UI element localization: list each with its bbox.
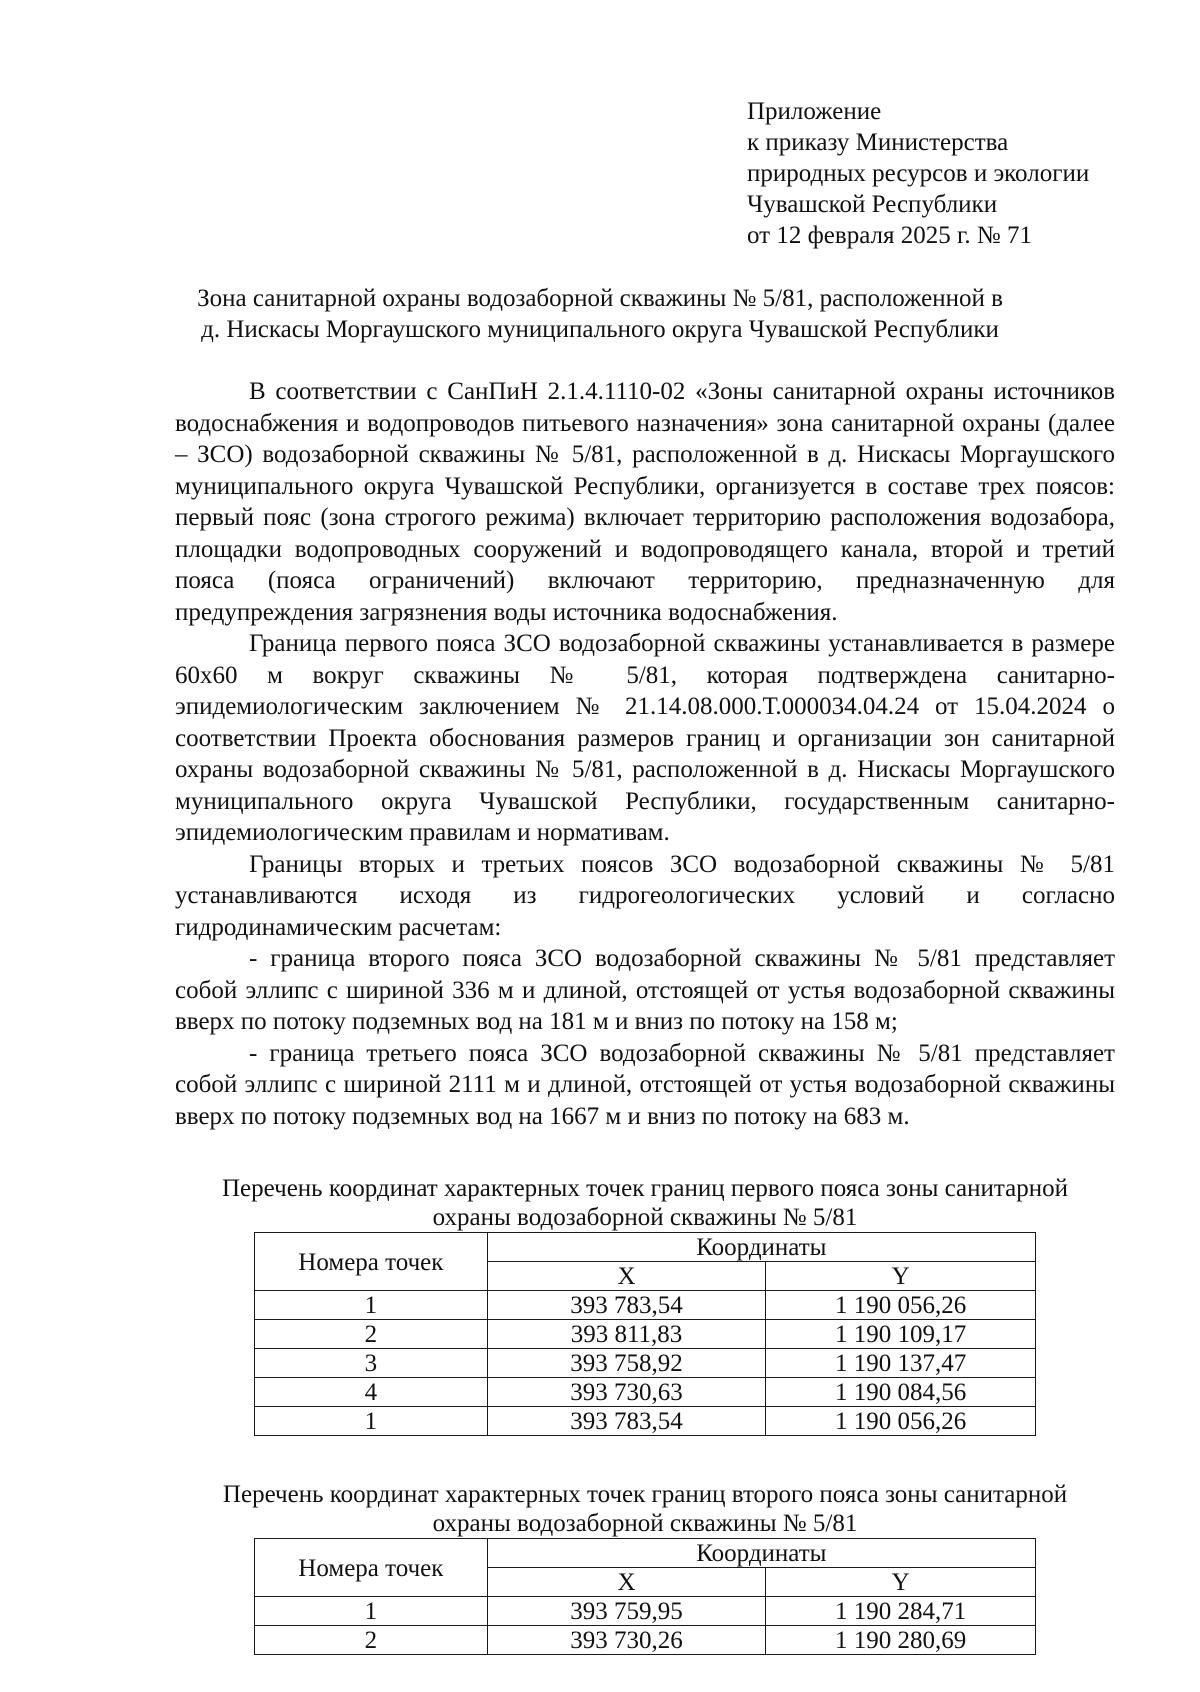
- coord-y: 1 190 056,26: [766, 1407, 1036, 1436]
- coord-x: 393 758,92: [487, 1349, 766, 1378]
- table-caption: [175, 1480, 1115, 1538]
- header-x: X: [487, 1262, 766, 1291]
- title-line: д. Нискасы Моргаушского муниципального округа Чувашской Республики: [201, 316, 999, 343]
- appendix-block: [747, 96, 1089, 251]
- point-number: 3: [255, 1349, 488, 1378]
- header-y: Y: [766, 1262, 1036, 1291]
- table-header-row: [255, 1539, 1036, 1568]
- paragraph: - граница второго пояса ЗСО водозаборной скважины № 5/81 представляет собой эллипс с шириной 336 м и длиной, отстоящей от устья водозаборной скважины вверх по потоку подземных вод на 181 м и вниз по потоку на 158 м;: [175, 945, 1115, 1035]
- paragraph: Границы вторых и третьих поясов ЗСО водозаборной скважины № 5/81 устанавливаются исходя из гидрогеологических условий и согласно гидродинамическим расчетам:: [175, 850, 1115, 941]
- coord-x: 393 730,26: [487, 1626, 766, 1655]
- appendix-line: к приказу Министерства: [747, 129, 1009, 156]
- coord-y: 1 190 137,47: [766, 1349, 1036, 1378]
- coordinates-table: [254, 1538, 1036, 1655]
- header-points: Номера точек: [255, 1233, 488, 1291]
- table-row: [255, 1378, 1036, 1407]
- coord-x: 393 783,54: [487, 1407, 766, 1436]
- appendix-line: от 12 февраля 2025 г. № 71: [747, 222, 1033, 249]
- coord-y: 1 190 109,17: [766, 1320, 1036, 1349]
- table-caption: [175, 1174, 1115, 1232]
- caption-line: Перечень координат характерных точек границ второго пояса зоны санитарной: [222, 1481, 1068, 1508]
- caption-line: охраны водозаборной скважины № 5/81: [432, 1510, 858, 1537]
- table-header-row: [255, 1233, 1036, 1262]
- coord-y: 1 190 284,71: [766, 1597, 1036, 1626]
- table-row: [255, 1407, 1036, 1436]
- coord-x: 393 730,63: [487, 1378, 766, 1407]
- header-y: Y: [766, 1568, 1036, 1597]
- point-number: 1: [255, 1597, 488, 1626]
- table-row: [255, 1320, 1036, 1349]
- appendix-line: Приложение: [747, 98, 882, 125]
- title-line: Зона санитарной охраны водозаборной скважины № 5/81, расположенной в: [197, 285, 1003, 312]
- body-text: [175, 376, 1115, 1132]
- caption-line: Перечень координат характерных точек границ первого пояса зоны санитарной: [222, 1175, 1068, 1202]
- document-title: [150, 283, 1050, 345]
- paragraph: В соответствии с СанПиН 2.1.4.1110-02 «Зоны санитарной охраны источников водоснабжения и водопроводов питьевого назначения» зона санитарной охраны (далее – ЗСО) водозаборной скважины № 5/81, расположенной в д. Нискасы Моргаушского муниципального округа Чувашской Республики, организуется в составе трех поясов: первый пояс (зона строгого режима) включает территорию расположения водозабора, площадки водопроводных сооружений и водопроводящего канала, второй и третий пояса (пояса ограничений) включают территорию, предназначенную для предупреждения загрязнения воды источника водоснабжения.: [175, 378, 1115, 626]
- coord-x: 393 759,95: [487, 1597, 766, 1626]
- appendix-line: природных ресурсов и экологии: [747, 160, 1090, 187]
- table-row: [255, 1291, 1036, 1320]
- paragraph: Граница первого пояса ЗСО водозаборной скважины устанавливается в размере 60х60 м вокруг скважины № 5/81, которая подтверждена санитарно-эпидемиологическим заключением № 21.14.08.000.Т.000034.04.24 от 15.04.2024 о соответствии Проекта обоснования размеров границ и организации зон санитарной охраны водозаборной скважины № 5/81, расположенной в д. Нискасы Моргаушского муниципального округа Чувашской Республики, государственным санитарно-эпидемиологическим правилам и нормативам.: [175, 630, 1115, 846]
- table-row: [255, 1349, 1036, 1378]
- coordinates-table: [254, 1232, 1036, 1436]
- table-row: [255, 1597, 1036, 1626]
- caption-line: охраны водозаборной скважины № 5/81: [432, 1204, 858, 1231]
- appendix-line: Чувашской Республики: [747, 191, 998, 218]
- header-coordinates: Координаты: [487, 1233, 1035, 1262]
- header-coordinates: Координаты: [487, 1539, 1035, 1568]
- coord-y: 1 190 084,56: [766, 1378, 1036, 1407]
- paragraph: - граница третьего пояса ЗСО водозаборной скважины № 5/81 представляет собой эллипс с шириной 2111 м и длиной, отстоящей от устья водозаборной скважины вверх по потоку подземных вод на 1667 м и вниз по потоку на 683 м.: [175, 1039, 1115, 1130]
- coord-x: 393 783,54: [487, 1291, 766, 1320]
- point-number: 4: [255, 1378, 488, 1407]
- table-row: [255, 1626, 1036, 1655]
- coord-y: 1 190 056,26: [766, 1291, 1036, 1320]
- point-number: 2: [255, 1626, 488, 1655]
- header-x: X: [487, 1568, 766, 1597]
- point-number: 1: [255, 1407, 488, 1436]
- point-number: 2: [255, 1320, 488, 1349]
- coord-x: 393 811,83: [487, 1320, 766, 1349]
- header-points: Номера точек: [255, 1539, 488, 1597]
- coord-y: 1 190 280,69: [766, 1626, 1036, 1655]
- point-number: 1: [255, 1291, 488, 1320]
